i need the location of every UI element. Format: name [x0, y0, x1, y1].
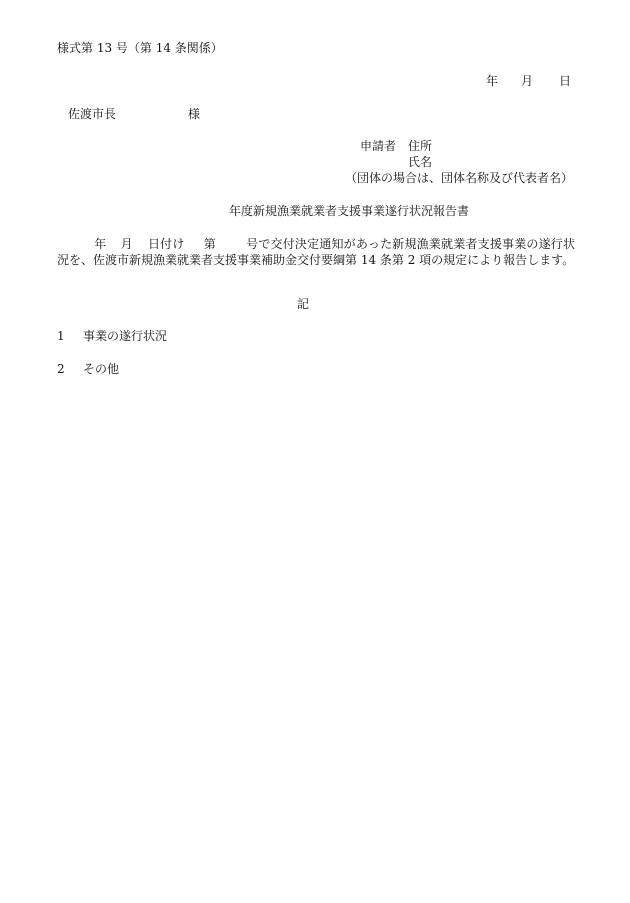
item-number: 1: [57, 329, 65, 343]
body-month: 月: [120, 237, 133, 251]
body-rest: 号で交付決定通知があった新規漁業就業者支援事業の遂行状況を、佐渡市新規漁業就業者支援事業補助金交付要綱第 14 条第 2 項の規定により報告します。: [57, 237, 575, 267]
body-year: 年: [94, 237, 107, 251]
report-body: [57, 236, 575, 268]
applicant-label: 申請者: [360, 139, 397, 153]
group-note: （団体の場合は、団体名称及び代表者名）: [345, 171, 574, 185]
item-number: 2: [57, 362, 65, 376]
body-day-dated: 日付け: [147, 237, 185, 251]
addressee-honorific: 様: [188, 107, 201, 121]
body-dai: 第: [203, 237, 216, 251]
addressee: [68, 106, 200, 122]
date-month-label: 月: [521, 74, 534, 88]
date-day-label: 日: [559, 74, 572, 88]
list-item: [57, 328, 167, 344]
ki-heading: 記: [297, 297, 310, 311]
applicant-address-line: [360, 138, 432, 154]
name-label: 氏名: [408, 155, 433, 169]
address-label: 住所: [408, 139, 433, 153]
addressee-mayor: 佐渡市長: [68, 107, 117, 121]
list-item: [57, 361, 119, 377]
date-line: [486, 73, 571, 89]
item-label: 事業の遂行状況: [83, 329, 168, 343]
form-number: 様式第 13 号（第 14 条関係）: [57, 41, 223, 55]
document-title: 年度新規漁業就業者支援事業遂行状況報告書: [229, 204, 470, 218]
date-year-label: 年: [486, 74, 499, 88]
item-label: その他: [83, 362, 120, 376]
